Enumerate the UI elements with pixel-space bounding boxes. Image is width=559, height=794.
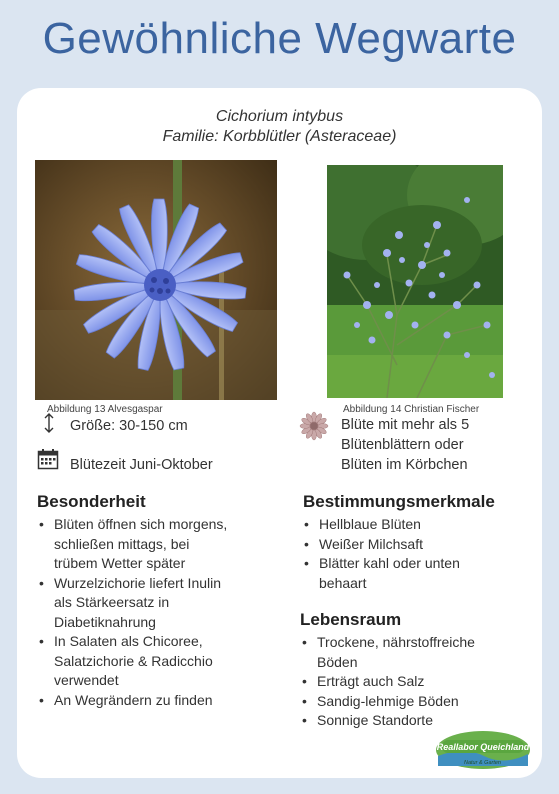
- flower-description-line: Blütenblättern oder: [341, 437, 464, 453]
- list-item: • Sonnige Standorte: [300, 711, 525, 731]
- vertical-arrows-icon: [43, 413, 55, 438]
- list-item: • An Wegrändern zu finden: [37, 691, 277, 711]
- image-caption-1: Abbildung 13 Alvesgaspar: [47, 404, 163, 415]
- family-name: Familie: Korbblütler (Asteraceae): [162, 128, 397, 145]
- flower-description-line: Blüten im Körbchen: [341, 457, 468, 473]
- info-card: [17, 88, 542, 778]
- list-item: • Trockene, nährstoffreiche Böden: [300, 633, 525, 672]
- list-item: • Blüten öffnen sich morgens, schließen mittags, bei trübem Wetter später: [37, 515, 277, 574]
- list-item: • Sandig-lehmige Böden: [300, 692, 525, 712]
- flower-description-line: Blüte mit mehr als 5: [341, 417, 470, 433]
- list-item: • Weißer Milchsaft: [302, 535, 522, 555]
- list-item: • Erträgt auch Salz: [300, 672, 525, 692]
- list-item: • Wurzelzichorie liefert Inulin als Stärkeersatz in Diabetiknahrung: [37, 574, 277, 633]
- lebensraum-heading: Lebensraum: [300, 610, 402, 629]
- image-caption-2: Abbildung 14 Christian Fischer: [343, 404, 480, 415]
- list-item: • Hellblaue Blüten: [302, 515, 522, 535]
- plant-habit-photo: [327, 165, 503, 398]
- reallabor-logo: [434, 726, 532, 770]
- flower-description: [341, 415, 469, 475]
- flower-closeup-photo: [35, 160, 277, 400]
- bestimmungsmerkmale-list: [302, 515, 522, 593]
- calendar-icon: [37, 448, 59, 475]
- besonderheit-heading: Besonderheit: [37, 492, 146, 511]
- flower-icon: [299, 411, 329, 446]
- page-title: Gewöhnliche Wegwarte: [42, 14, 517, 63]
- svg-text:Reallabor Queichland: Reallabor Queichland: [436, 742, 530, 752]
- scientific-name: Cichorium intybus: [215, 108, 344, 125]
- size-text: Größe: 30-150 cm: [70, 418, 188, 434]
- lebensraum-list: [300, 633, 525, 731]
- list-item: • Blätter kahl oder unten behaart: [302, 554, 522, 593]
- bestimmungsmerkmale-heading: Bestimmungsmerkmale: [303, 492, 495, 511]
- besonderheit-list: [37, 515, 277, 710]
- list-item: • In Salaten als Chicoree, Salatzichorie & Radicchio verwendet: [37, 632, 277, 691]
- svg-text:Natur & Garten: Natur & Garten: [464, 760, 501, 766]
- bloom-time-text: Blütezeit Juni-Oktober: [70, 457, 213, 473]
- taxonomy: [17, 107, 542, 147]
